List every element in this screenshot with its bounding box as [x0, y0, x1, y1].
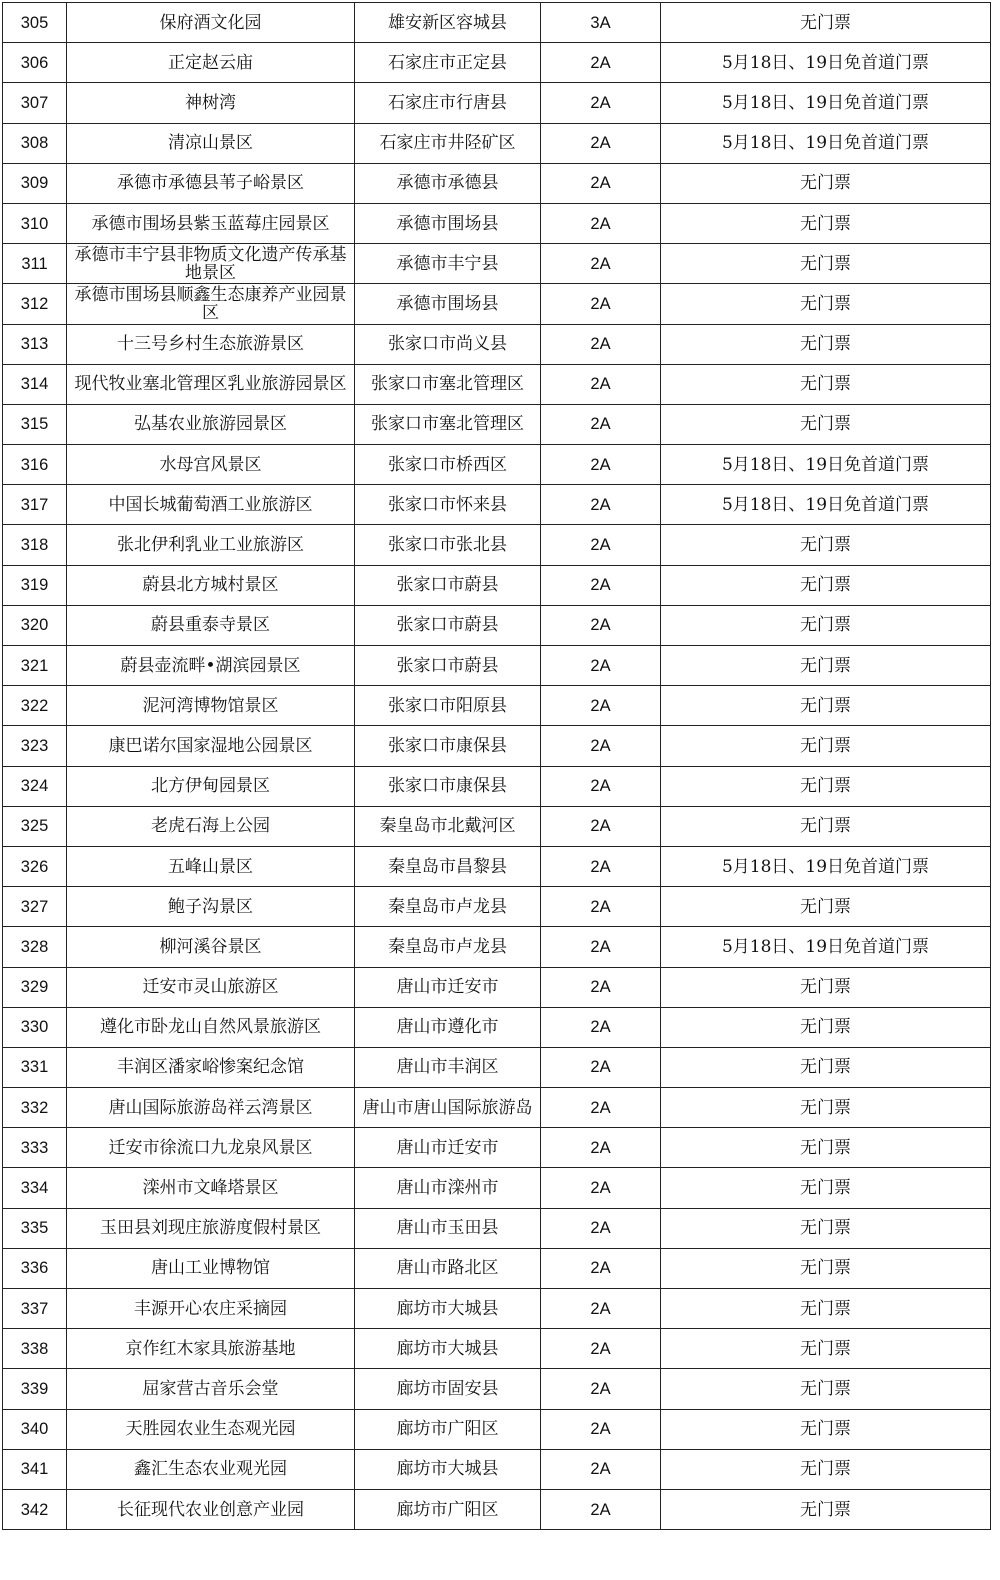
scenic-name-cell: 保府酒文化园	[67, 3, 355, 43]
table-row	[3, 1489, 991, 1529]
scenic-name-cell: 正定赵云庙	[67, 43, 355, 83]
rating-level-cell: 2A	[541, 1489, 661, 1529]
scenic-name-cell: 滦州市文峰塔景区	[67, 1168, 355, 1208]
row-number-cell: 325	[3, 806, 67, 846]
scenic-name-cell: 中国长城葡萄酒工业旅游区	[67, 485, 355, 525]
scenic-name-cell: 丰源开心农庄采摘园	[67, 1289, 355, 1329]
table-row	[3, 1369, 991, 1409]
scenic-name-cell: 五峰山景区	[67, 846, 355, 886]
row-number-cell: 326	[3, 846, 67, 886]
ticket-policy-cell: 无门票	[661, 1248, 991, 1288]
ticket-policy-cell: 5月18日、19日免首道门票	[661, 83, 991, 123]
table-row	[3, 806, 991, 846]
ticket-policy-cell: 5月18日、19日免首道门票	[661, 485, 991, 525]
scenic-name-cell: 丰润区潘家峪惨案纪念馆	[67, 1047, 355, 1087]
rating-level-cell: 2A	[541, 485, 661, 525]
ticket-policy-cell: 5月18日、19日免首道门票	[661, 927, 991, 967]
table-row	[3, 244, 991, 284]
row-number-cell: 320	[3, 605, 67, 645]
location-cell: 秦皇岛市昌黎县	[355, 846, 541, 886]
rating-level-cell: 2A	[541, 284, 661, 324]
table-row	[3, 163, 991, 203]
row-number-cell: 333	[3, 1128, 67, 1168]
ticket-policy-cell: 无门票	[661, 1128, 991, 1168]
scenic-name-cell: 承德市丰宁县非物质文化遗产传承基地景区	[67, 244, 355, 284]
scenic-name-cell: 长征现代农业创意产业园	[67, 1489, 355, 1529]
rating-level-cell: 2A	[541, 1208, 661, 1248]
location-cell: 张家口市张北县	[355, 525, 541, 565]
rating-level-cell: 2A	[541, 1088, 661, 1128]
table-row	[3, 1248, 991, 1288]
table-row	[3, 123, 991, 163]
scenic-name-cell: 清凉山景区	[67, 123, 355, 163]
scenic-name-cell: 泥河湾博物馆景区	[67, 686, 355, 726]
location-cell: 唐山市遵化市	[355, 1007, 541, 1047]
location-cell: 承德市丰宁县	[355, 244, 541, 284]
scenic-name-cell: 柳河溪谷景区	[67, 927, 355, 967]
rating-level-cell: 2A	[541, 43, 661, 83]
rating-level-cell: 2A	[541, 1128, 661, 1168]
ticket-policy-cell: 无门票	[661, 646, 991, 686]
ticket-policy-cell: 无门票	[661, 284, 991, 324]
rating-level-cell: 2A	[541, 726, 661, 766]
row-number-cell: 332	[3, 1088, 67, 1128]
location-cell: 张家口市尚义县	[355, 324, 541, 364]
rating-level-cell: 3A	[541, 3, 661, 43]
ticket-policy-cell: 无门票	[661, 967, 991, 1007]
location-cell: 张家口市阳原县	[355, 686, 541, 726]
table-row	[3, 1289, 991, 1329]
rating-level-cell: 2A	[541, 445, 661, 485]
location-cell: 承德市围场县	[355, 203, 541, 243]
ticket-policy-cell: 无门票	[661, 244, 991, 284]
table-row	[3, 3, 991, 43]
location-cell: 雄安新区容城县	[355, 3, 541, 43]
ticket-policy-cell: 无门票	[661, 163, 991, 203]
rating-level-cell: 2A	[541, 605, 661, 645]
table-row	[3, 726, 991, 766]
ticket-policy-cell: 无门票	[661, 404, 991, 444]
scenic-name-cell: 唐山工业博物馆	[67, 1248, 355, 1288]
rating-level-cell: 2A	[541, 163, 661, 203]
location-cell: 秦皇岛市卢龙县	[355, 927, 541, 967]
ticket-policy-cell: 无门票	[661, 1409, 991, 1449]
rating-level-cell: 2A	[541, 83, 661, 123]
rating-level-cell: 2A	[541, 846, 661, 886]
location-cell: 张家口市蔚县	[355, 565, 541, 605]
row-number-cell: 312	[3, 284, 67, 324]
ticket-policy-cell: 无门票	[661, 1168, 991, 1208]
row-number-cell: 313	[3, 324, 67, 364]
ticket-policy-cell: 无门票	[661, 1047, 991, 1087]
table-row	[3, 1449, 991, 1489]
ticket-policy-cell: 无门票	[661, 1208, 991, 1248]
table-row	[3, 1088, 991, 1128]
location-cell: 廊坊市广阳区	[355, 1489, 541, 1529]
location-cell: 张家口市蔚县	[355, 646, 541, 686]
location-cell: 秦皇岛市卢龙县	[355, 887, 541, 927]
location-cell: 唐山市玉田县	[355, 1208, 541, 1248]
table-row	[3, 1329, 991, 1369]
rating-level-cell: 2A	[541, 1289, 661, 1329]
table-row	[3, 605, 991, 645]
row-number-cell: 310	[3, 203, 67, 243]
scenic-name-cell: 蔚县北方城村景区	[67, 565, 355, 605]
row-number-cell: 339	[3, 1369, 67, 1409]
scenic-name-cell: 屈家营古音乐会堂	[67, 1369, 355, 1409]
rating-level-cell: 2A	[541, 806, 661, 846]
ticket-policy-cell: 无门票	[661, 1007, 991, 1047]
rating-level-cell: 2A	[541, 1047, 661, 1087]
location-cell: 张家口市桥西区	[355, 445, 541, 485]
scenic-name-cell: 唐山国际旅游岛祥云湾景区	[67, 1088, 355, 1128]
row-number-cell: 338	[3, 1329, 67, 1369]
rating-level-cell: 2A	[541, 123, 661, 163]
table-row	[3, 364, 991, 404]
scenic-name-cell: 遵化市卧龙山自然风景旅游区	[67, 1007, 355, 1047]
ticket-policy-cell: 无门票	[661, 887, 991, 927]
location-cell: 唐山市迁安市	[355, 1128, 541, 1168]
location-cell: 唐山市丰润区	[355, 1047, 541, 1087]
ticket-policy-cell: 无门票	[661, 806, 991, 846]
row-number-cell: 341	[3, 1449, 67, 1489]
table-row	[3, 485, 991, 525]
table-row	[3, 445, 991, 485]
ticket-policy-cell: 无门票	[661, 686, 991, 726]
rating-level-cell: 2A	[541, 766, 661, 806]
table-row	[3, 83, 991, 123]
table-row	[3, 525, 991, 565]
ticket-policy-cell: 无门票	[661, 605, 991, 645]
location-cell: 张家口市塞北管理区	[355, 364, 541, 404]
location-cell: 承德市承德县	[355, 163, 541, 203]
rating-level-cell: 2A	[541, 1329, 661, 1369]
location-cell: 廊坊市大城县	[355, 1449, 541, 1489]
table-row	[3, 887, 991, 927]
location-cell: 张家口市康保县	[355, 726, 541, 766]
row-number-cell: 317	[3, 485, 67, 525]
location-cell: 张家口市怀来县	[355, 485, 541, 525]
rating-level-cell: 2A	[541, 1248, 661, 1288]
rating-level-cell: 2A	[541, 565, 661, 605]
scenic-name-cell: 老虎石海上公园	[67, 806, 355, 846]
ticket-policy-cell: 无门票	[661, 203, 991, 243]
ticket-policy-cell: 无门票	[661, 1449, 991, 1489]
row-number-cell: 337	[3, 1289, 67, 1329]
row-number-cell: 305	[3, 3, 67, 43]
data-table	[2, 2, 991, 1530]
row-number-cell: 334	[3, 1168, 67, 1208]
location-cell: 唐山市迁安市	[355, 967, 541, 1007]
scenic-name-cell: 玉田县刘现庄旅游度假村景区	[67, 1208, 355, 1248]
table-row	[3, 1047, 991, 1087]
rating-level-cell: 2A	[541, 1369, 661, 1409]
table-row	[3, 766, 991, 806]
ticket-policy-cell: 无门票	[661, 1088, 991, 1128]
scenic-name-cell: 蔚县壶流畔•湖滨园景区	[67, 646, 355, 686]
table-row	[3, 43, 991, 83]
table-row	[3, 846, 991, 886]
scenic-name-cell: 鑫汇生态农业观光园	[67, 1449, 355, 1489]
scenic-name-cell: 迁安市灵山旅游区	[67, 967, 355, 1007]
row-number-cell: 329	[3, 967, 67, 1007]
location-cell: 廊坊市大城县	[355, 1329, 541, 1369]
table-row	[3, 324, 991, 364]
scenic-name-cell: 十三号乡村生态旅游景区	[67, 324, 355, 364]
scenic-name-cell: 康巴诺尔国家湿地公园景区	[67, 726, 355, 766]
ticket-policy-cell: 无门票	[661, 324, 991, 364]
table-row	[3, 967, 991, 1007]
table-row	[3, 1128, 991, 1168]
rating-level-cell: 2A	[541, 203, 661, 243]
rating-level-cell: 2A	[541, 686, 661, 726]
row-number-cell: 308	[3, 123, 67, 163]
table-row	[3, 565, 991, 605]
ticket-policy-cell: 无门票	[661, 3, 991, 43]
location-cell: 唐山市唐山国际旅游岛	[355, 1088, 541, 1128]
rating-level-cell: 2A	[541, 244, 661, 284]
ticket-policy-cell: 无门票	[661, 1289, 991, 1329]
rating-level-cell: 2A	[541, 404, 661, 444]
scenic-name-cell: 神树湾	[67, 83, 355, 123]
scenic-area-list-table	[2, 2, 990, 1530]
row-number-cell: 321	[3, 646, 67, 686]
scenic-name-cell: 水母宫风景区	[67, 445, 355, 485]
row-number-cell: 306	[3, 43, 67, 83]
ticket-policy-cell: 5月18日、19日免首道门票	[661, 43, 991, 83]
location-cell: 石家庄市正定县	[355, 43, 541, 83]
ticket-policy-cell: 无门票	[661, 364, 991, 404]
row-number-cell: 324	[3, 766, 67, 806]
rating-level-cell: 2A	[541, 1409, 661, 1449]
row-number-cell: 314	[3, 364, 67, 404]
scenic-name-cell: 北方伊甸园景区	[67, 766, 355, 806]
scenic-name-cell: 现代牧业塞北管理区乳业旅游园景区	[67, 364, 355, 404]
row-number-cell: 340	[3, 1409, 67, 1449]
table-row	[3, 1409, 991, 1449]
table-body	[3, 3, 991, 1530]
ticket-policy-cell: 无门票	[661, 1329, 991, 1369]
table-row	[3, 686, 991, 726]
location-cell: 廊坊市广阳区	[355, 1409, 541, 1449]
location-cell: 张家口市康保县	[355, 766, 541, 806]
table-row	[3, 284, 991, 324]
location-cell: 张家口市蔚县	[355, 605, 541, 645]
row-number-cell: 328	[3, 927, 67, 967]
rating-level-cell: 2A	[541, 1449, 661, 1489]
row-number-cell: 323	[3, 726, 67, 766]
location-cell: 承德市围场县	[355, 284, 541, 324]
location-cell: 廊坊市大城县	[355, 1289, 541, 1329]
rating-level-cell: 2A	[541, 887, 661, 927]
ticket-policy-cell: 无门票	[661, 1489, 991, 1529]
ticket-policy-cell: 无门票	[661, 565, 991, 605]
table-row	[3, 1168, 991, 1208]
rating-level-cell: 2A	[541, 1168, 661, 1208]
scenic-name-cell: 承德市围场县顺鑫生态康养产业园景区	[67, 284, 355, 324]
scenic-name-cell: 京作红木家具旅游基地	[67, 1329, 355, 1369]
location-cell: 廊坊市固安县	[355, 1369, 541, 1409]
location-cell: 石家庄市行唐县	[355, 83, 541, 123]
row-number-cell: 336	[3, 1248, 67, 1288]
table-row	[3, 1007, 991, 1047]
scenic-name-cell: 承德市承德县苇子峪景区	[67, 163, 355, 203]
location-cell: 张家口市塞北管理区	[355, 404, 541, 444]
scenic-name-cell: 迁安市徐流口九龙泉风景区	[67, 1128, 355, 1168]
ticket-policy-cell: 无门票	[661, 766, 991, 806]
ticket-policy-cell: 无门票	[661, 525, 991, 565]
row-number-cell: 319	[3, 565, 67, 605]
rating-level-cell: 2A	[541, 967, 661, 1007]
table-row	[3, 1208, 991, 1248]
row-number-cell: 331	[3, 1047, 67, 1087]
location-cell: 石家庄市井陉矿区	[355, 123, 541, 163]
rating-level-cell: 2A	[541, 364, 661, 404]
location-cell: 唐山市滦州市	[355, 1168, 541, 1208]
row-number-cell: 327	[3, 887, 67, 927]
row-number-cell: 342	[3, 1489, 67, 1529]
rating-level-cell: 2A	[541, 646, 661, 686]
scenic-name-cell: 弘基农业旅游园景区	[67, 404, 355, 444]
scenic-name-cell: 蔚县重泰寺景区	[67, 605, 355, 645]
row-number-cell: 330	[3, 1007, 67, 1047]
table-row	[3, 927, 991, 967]
row-number-cell: 335	[3, 1208, 67, 1248]
ticket-policy-cell: 无门票	[661, 1369, 991, 1409]
rating-level-cell: 2A	[541, 525, 661, 565]
rating-level-cell: 2A	[541, 324, 661, 364]
row-number-cell: 315	[3, 404, 67, 444]
ticket-policy-cell: 5月18日、19日免首道门票	[661, 846, 991, 886]
scenic-name-cell: 承德市围场县紫玉蓝莓庄园景区	[67, 203, 355, 243]
scenic-name-cell: 鲍子沟景区	[67, 887, 355, 927]
row-number-cell: 316	[3, 445, 67, 485]
scenic-name-cell: 张北伊利乳业工业旅游区	[67, 525, 355, 565]
table-row	[3, 203, 991, 243]
location-cell: 唐山市路北区	[355, 1248, 541, 1288]
rating-level-cell: 2A	[541, 1007, 661, 1047]
ticket-policy-cell: 5月18日、19日免首道门票	[661, 123, 991, 163]
scenic-name-cell: 天胜园农业生态观光园	[67, 1409, 355, 1449]
ticket-policy-cell: 无门票	[661, 726, 991, 766]
ticket-policy-cell: 5月18日、19日免首道门票	[661, 445, 991, 485]
row-number-cell: 322	[3, 686, 67, 726]
location-cell: 秦皇岛市北戴河区	[355, 806, 541, 846]
row-number-cell: 309	[3, 163, 67, 203]
table-row	[3, 404, 991, 444]
row-number-cell: 311	[3, 244, 67, 284]
row-number-cell: 307	[3, 83, 67, 123]
rating-level-cell: 2A	[541, 927, 661, 967]
table-row	[3, 646, 991, 686]
row-number-cell: 318	[3, 525, 67, 565]
